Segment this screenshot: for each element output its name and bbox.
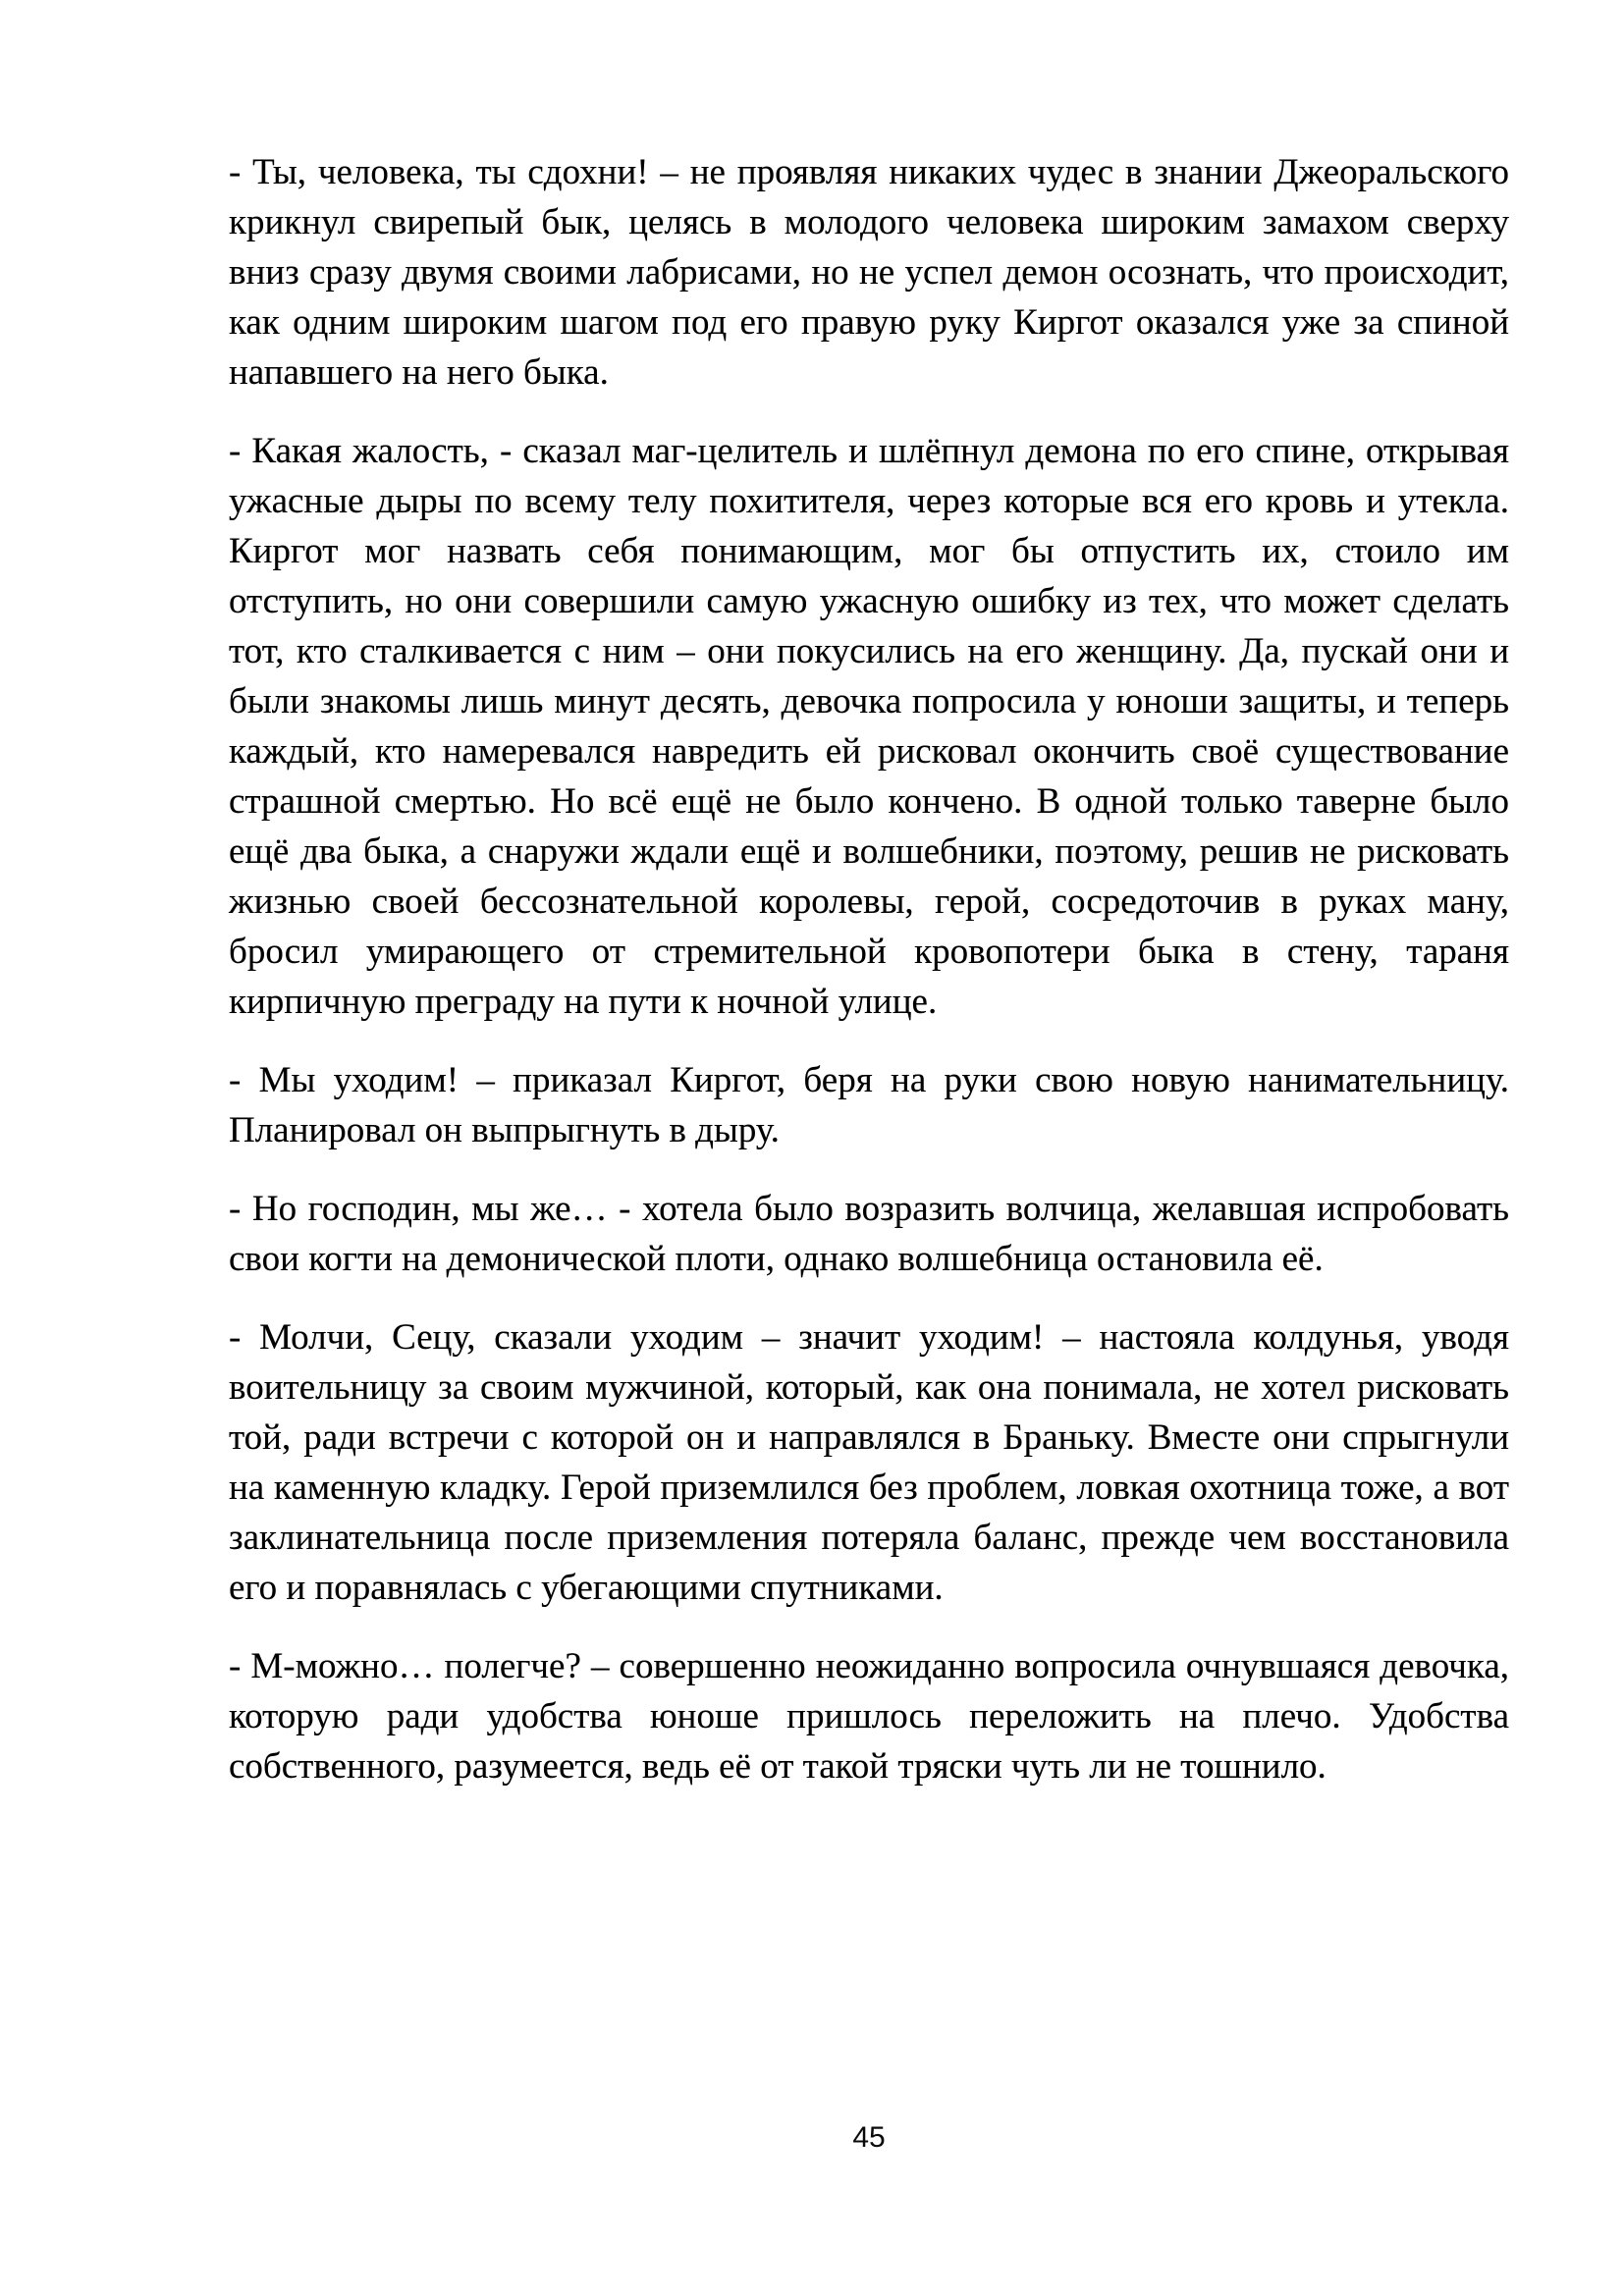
paragraph: - М-можно… полегче? – совершенно неожиданно вопросила очнувшаяся девочка, которую ради удобства юноше пришлось переложить на плечо. Удобства собственного, разумеется, ведь её от такой тряски чуть ли не тошнило.: [229, 1646, 1509, 1787]
paragraph: - Ты, человека, ты сдохни! – не проявляя никаких чудес в знании Джеоральского крикнул свирепый бык, целясь в молодого человека широким замахом сверху вниз сразу двумя своими лабрисами, но не успел демон осознать, что происходит, как одним широким шагом под его правую руку Киргот оказался уже за спиной напавшего на него быка.: [229, 152, 1509, 393]
body-text: [229, 147, 1509, 1820]
paragraph: - Но господин, мы же… - хотела было возразить волчица, желавшая испробовать свои когти на демонической плоти, однако волшебница остановила её.: [229, 1189, 1509, 1279]
paragraph: - Мы уходим! – приказал Киргот, беря на руки свою новую нанимательницу. Планировал он выпрыгнуть в дыру.: [229, 1060, 1509, 1150]
page-number: 45: [852, 2121, 886, 2154]
paragraph: - Какая жалость, - сказал маг-целитель и шлёпнул демона по его спине, открывая ужасные дыры по всему телу похитителя, через которые вся его кровь и утекла. Киргот мог назвать себя понимающим, мог бы отпустить их, стоило им отступить, но они совершили самую ужасную ошибку из тех, что может сделать тот, кто сталкивается с ним – они покусились на его женщину. Да, пускай они и были знакомы лишь минут десять, девочка попросила у юноши защиты, и теперь каждый, кто намеревался навредить ей рисковал окончить своё существование страшной смертью. Но всё ещё не было кончено. В одной только таверне было ещё два быка, а снаружи ждали ещё и волшебники, поэтому, решив не рисковать жизнью своей бессознательной королевы, герой, сосредоточив в руках ману, бросил умирающего от стремительной кровопотери быка в стену, тараня кирпичную преграду на пути к ночной улице.: [229, 431, 1509, 1022]
paragraph: - Молчи, Сецу, сказали уходим – значит уходим! – настояла колдунья, уводя воительницу за своим мужчиной, который, как она понимала, не хотел рисковать той, ради встречи с которой он и направлялся в Браньку. Вместе они спрыгнули на каменную кладку. Герой приземлился без проблем, ловкая охотница тоже, а вот заклинательница после приземления потеряла баланс, прежде чем восстановила его и поравнялась с убегающими спутниками.: [229, 1317, 1509, 1608]
